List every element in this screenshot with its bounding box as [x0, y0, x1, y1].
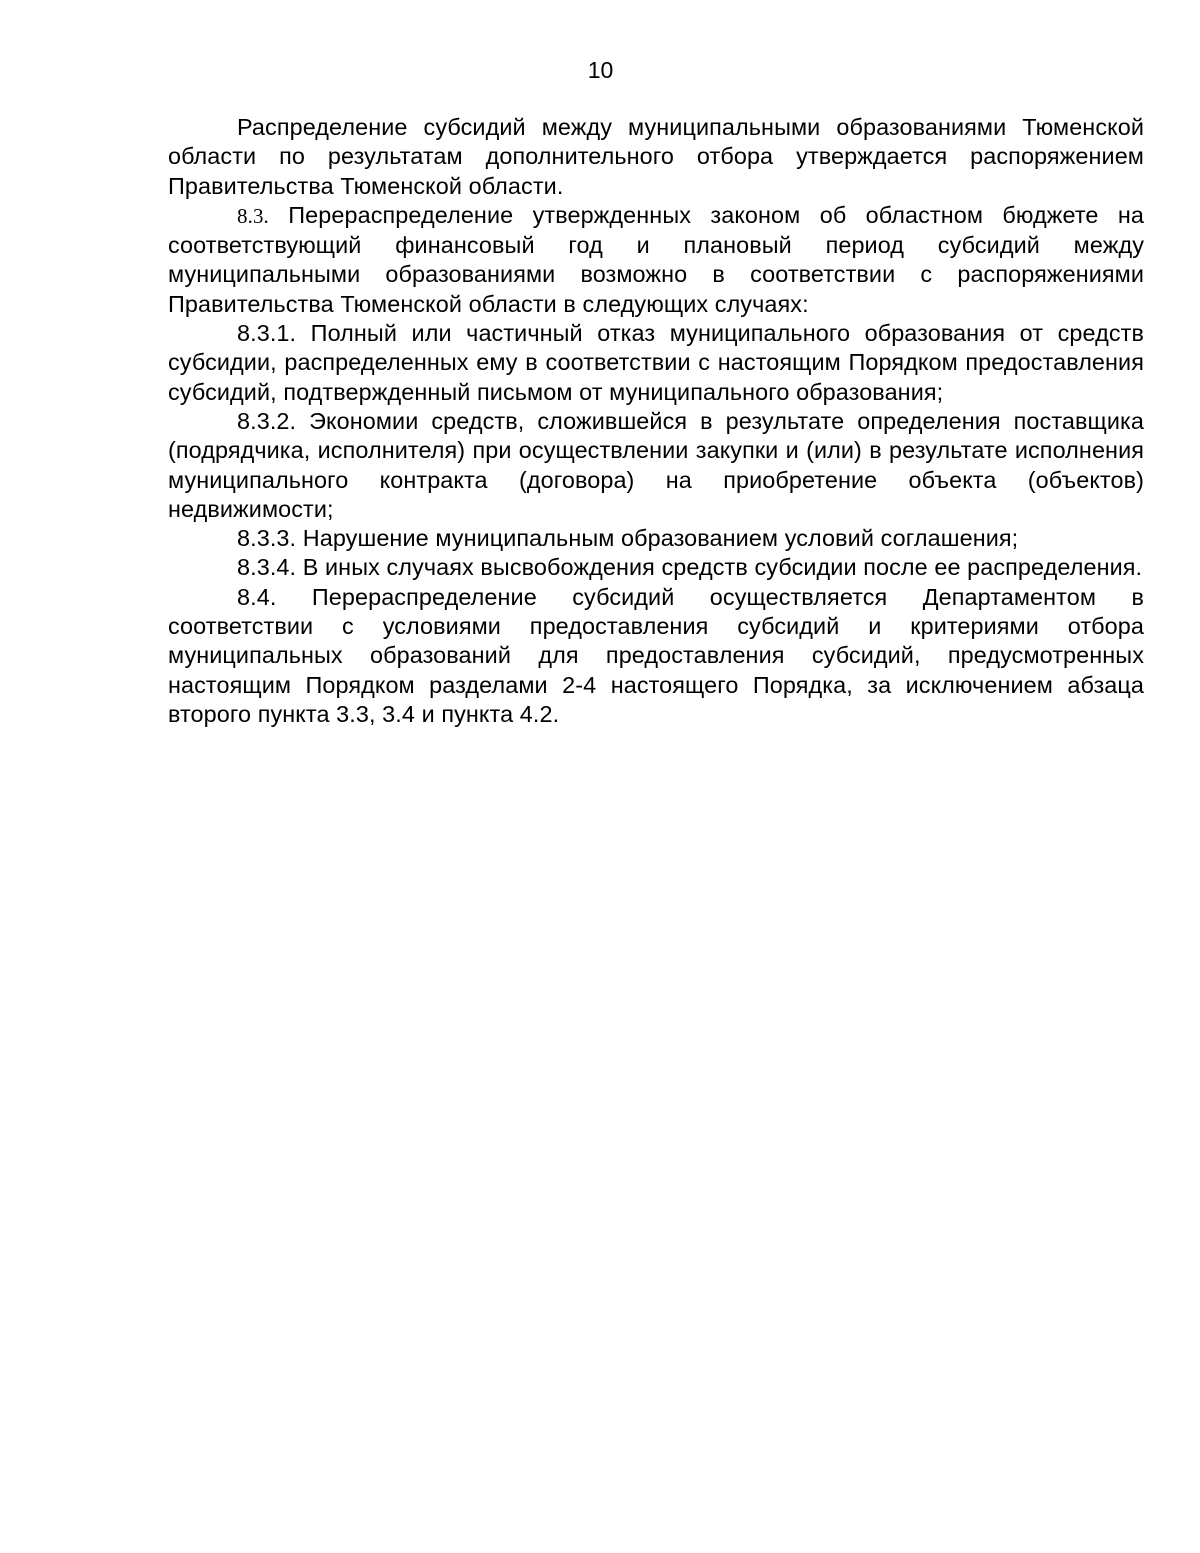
- paragraph-text: 8.3.3. Нарушение муниципальным образованием условий соглашения;: [237, 525, 1019, 552]
- paragraph-8-3-1: [168, 319, 1144, 407]
- paragraph-text: 8.3.1. Полный или частичный отказ муниципального образования от средств субсидии, распределенных ему в соответствии с настоящим Порядком предоставления субсидий, подтвержденный письмом от муниципального образования;: [168, 320, 1144, 405]
- paragraph-number: 8.3.: [237, 203, 269, 228]
- page-number: 10: [587, 57, 614, 83]
- paragraph-text: 8.3.2. Экономии средств, сложившейся в результате определения поставщика (подрядчика, исполнителя) при осуществлении закупки и (или) в результате исполнения муниципального контракта (договора) на приобретение объекта (объектов) недвижимости;: [168, 407, 1144, 522]
- paragraph-8-4: [168, 583, 1144, 729]
- document-body: [168, 113, 1144, 729]
- paragraph-8-3-3: [168, 524, 1144, 553]
- paragraph-text: Распределение субсидий между муниципальными образованиями Тюменской области по результатам дополнительного отбора утверждается распоряжением Правительства Тюменской области.: [168, 114, 1144, 199]
- paragraph-text: Перераспределение утвержденных законом об областном бюджете на соответствующий финансовый год и плановый период субсидий между муниципальными образованиями возможно в соответствии с распоряжениями Правительства Тюменской области в следующих случаях:: [168, 201, 1144, 317]
- paragraph-text: 8.4. Перераспределение субсидий осуществляется Департаментом в соответствии с условиями предоставления субсидий и критериями отбора муниципальных образований для предоставления субсидий, предусмотренных настоящим Порядком разделами 2-4 настоящего Порядка, за исключением абзаца второго пункта 3.3, 3.4 и пункта 4.2.: [168, 583, 1144, 727]
- paragraph-8-3: [168, 201, 1144, 319]
- paragraph-8-3-4: [168, 553, 1144, 582]
- paragraph-8-3-2: [168, 407, 1144, 524]
- paragraph-text: 8.3.4. В иных случаях высвобождения средств субсидии после ее распределения.: [237, 554, 1143, 581]
- paragraph-distribution: [168, 113, 1144, 201]
